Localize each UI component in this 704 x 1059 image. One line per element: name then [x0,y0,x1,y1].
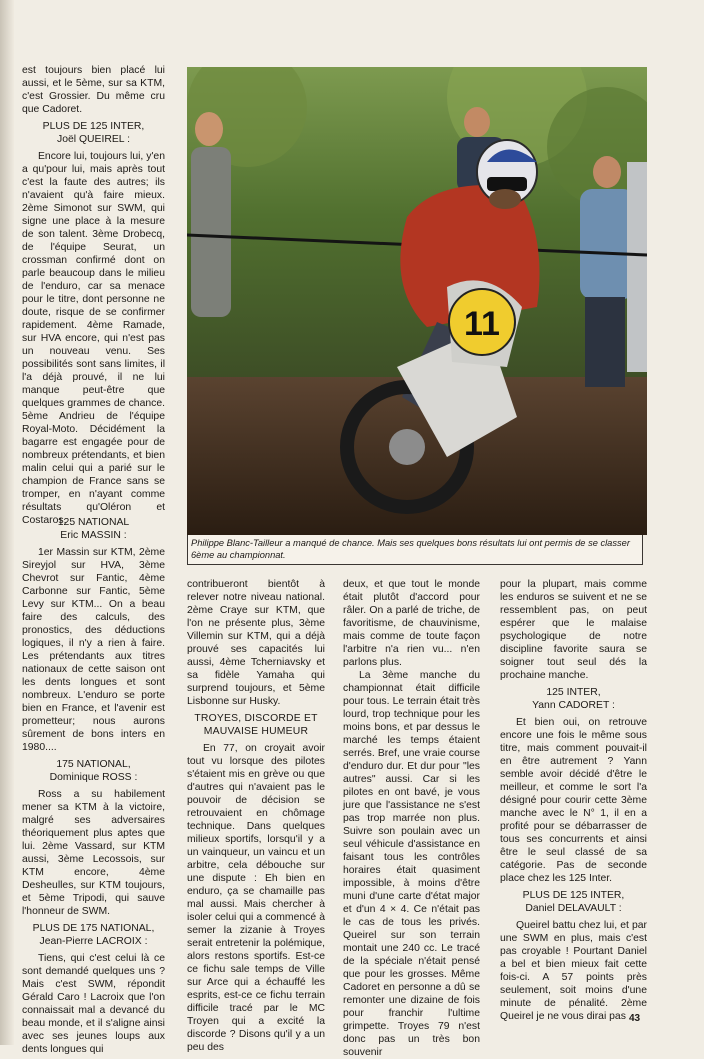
col1-section2-text: 1er Massin sur KTM, 2ème Sireyjol sur HVA, 3ème Chevrot sur Fantic, 4ème Carbonne sur Fantic, 5ème Levy sur KTM... On a beau faire des calculs, des pronostics, des déductions logiques, il n'y a rien à faire. Les prétendants aux titres nationaux de cette saison ont les dents longues et sont nombreux. L'enduro se porte bien en France, et l'avenir est prometteur; nous aurons sûrement de bons inters en 1980.... [22,547,165,753]
section-heading-plus125-inter-2: PLUS DE 125 INTER, Daniel DELAVAULT : [522,890,625,914]
col2-text1: contribueront bientôt à relever notre niveau national. 2ème Craye sur KTM, que l'on ne présente plus, 3ème Villemin sur KTM, qui a déjà prouvé ses capacités lui aussi, 4ème Tcherniavsky et sa fidèle Yamaha qui surprend toujours, et 5ème Lisbonne sur Husky. [187,579,325,707]
column-1-continued [22,512,165,1056]
scan-edge [0,0,14,1045]
col4-text1: pour la plupart, mais comme les enduros se suivent et ne se ressemblent pas, on peut espérer que le malaise psychologique de notre discipline favorite saura se soigner tout seul dés la prochaine manche. [500,579,647,681]
col1-section3-text: Ross a su habilement mener sa KTM à la victoire, malgré ses adversaires théoriquement plus aptes que lui. 2ème Vassard, sur KTM aussi, 3ème Lecossois, sur KTM encore, 4ème Desheulles, sur KTM toujours, et 5ème Tripodi, qui sauve l'honneur de SWM. [22,789,165,917]
col1-section4-text: Tiens, qui c'est celui là ce sont demandé quelques uns ? Mais c'est SWM, répondit Gérald Caro ! Lacroix que l'on connaissait mal a devancé du beau monde, et il s'aligne ainsi avec ses jeunes loups aux dents longues qui [22,953,165,1055]
column-1 [22,64,165,527]
col1-section1-text: Encore lui, toujours lui, y'en a qu'pour lui, mais après tout c'est la faute des autres; ils n'avaient qu'à faire mieux. 2ème Simonot sur SWM, qui signe une place à la mesure de son talent. 3ème Drobecq, de l'équipe Seurat, un crossman confirmé dont on parle beaucoup dans le milieu de l'enduro, car sa menace pour le titre, dont personne ne doute, risque de se confirmer rapidement. 4ème Ramade, sur HVA encore, qui n'est pas un nouveau venu. Ses possibilités sont sans limites, il l'a déjà prouvé, il ne lui manque peut-être que quelques grammes de chance. 5ème Andrieu de l'équipe Royal-Moto. Décidément la bagarre est engagée pour de nombreux prétendants, et bien malin celui qui a parié sur le champion de France sans se tromper, en n'ayant comme résultats qu'Oléron et Costaros. [22,151,165,526]
column-4 [500,578,647,1023]
section-heading-plus125-inter: PLUS DE 125 INTER, Joël QUEIREL : [42,121,145,145]
section-heading-125-inter: 125 INTER, Yann CADORET : [532,687,615,711]
plate-number: 11 [464,305,500,343]
column-2 [187,578,325,1054]
col2-text2: En 77, on croyait avoir tout vu lorsque des pilotes s'étaient mis en grève ou que d'autres qui n'avaient pas le pouvoir de décision se retrouvaient en chômage technique. Dans quelques milieux sportifs, lorsqu'il y a un vainqueur, un vaincu et un arbitre, cela débouche sur une dispute : Eh bien en enduro, ça se chamaille pas mal aussi. Mais chercher à isoler celui qui a commencé à semer la zizanie à Troyes serait entretenir la polémique, alors restons sportifs. Est-ce ce fichu sale temps de Ville sur Arce qui a échauffé les esprits, est-ce ce fichu terrain difficile tracé par le MC Troyen qui a excité la discorde ? Disons qu'il y a un peu des [187,743,325,1053]
photo-caption: Philippe Blanc-Tailleur a manqué de chance. Mais ses quelques bons résultats lui ont permis de se classer 6ème au championnat. [187,535,643,565]
section-heading-125-national: 125 NATIONAL Eric MASSIN : [57,517,130,541]
col3-text2: La 3ème manche du championnat était difficile pour tous. Le terrain était très lourd, trop technique pour les moins bons, et par dessus le marché les temps étaient serrés. Bref, une vraie course d'enduro dur. Et dur pour "les autres" aussi. Car si les pilotes en ont bavé, je vous jure que l'assistance ne s'est pas trop marrée non plus. Suivre son poulain avec un seul véhicule d'assistance en faisant tous les contrôles horaires était quasiment impossible, à moins d'être muni d'une carte d'état major et d'un 4 × 4. Ce n'était pas le cas de tous les privés. Queirel sur son terrain montait une 240 cc. Le tracé de la spéciale n'était pensé que pour les grosses. Même Cadoret en personne a dû se remonter une dizaine de fois pour franchir l'ultime grimpette. Troyes 79 n'est donc pas un très bon souvenir [343,670,480,1058]
col1-intro: est toujours bien placé lui aussi, et le 5ème, sur sa KTM, c'est Grossier. Du même cru que Cadoret. [22,65,165,115]
section-heading-plus175-national: PLUS DE 175 NATIONAL, Jean-Pierre LACROIX : [32,923,155,947]
col3-text1: deux, et que tout le monde était plutôt d'accord pour râler. On a parlé de triche, de favoritisme, de chauvinisme, mais comme de toute façon l'arbitre n'a rien vu... n'en parlons plus. [343,579,480,668]
page-number: 43 [629,1013,641,1024]
photo-illustration [187,67,647,535]
col4-section2-text: Queirel battu chez lui, et par une SWM en plus, mais c'est pas croyable ! Pourtant Daniel a bel et bien mieux fait cette fois-ci. A 57 points près seulement, soit moins d'une minute de pénalité. 2ème Queirel je ne vous dirai pas [500,920,647,1022]
section-heading-175-national: 175 NATIONAL, Dominique ROSS : [49,759,138,783]
section-heading-troyes: TROYES, DISCORDE ET MAUVAISE HUMEUR [194,713,318,737]
enduro-photo [187,67,647,535]
col4-section1-text: Et bien oui, on retrouve encore une fois le même sous titre, mais comment pouvait-il en être autrement ? Yann semble avoir décidé d'être le meilleur, et comme le sort l'a désigné pour courir cette 3ème manche avec le N° 1, il en a profité pour se débarrasser de tous ses concurrents et ainsi être le seul classé de sa catégorie. Pas de seconde place chez les 125 Inter. [500,717,647,884]
column-3 [343,578,480,1059]
